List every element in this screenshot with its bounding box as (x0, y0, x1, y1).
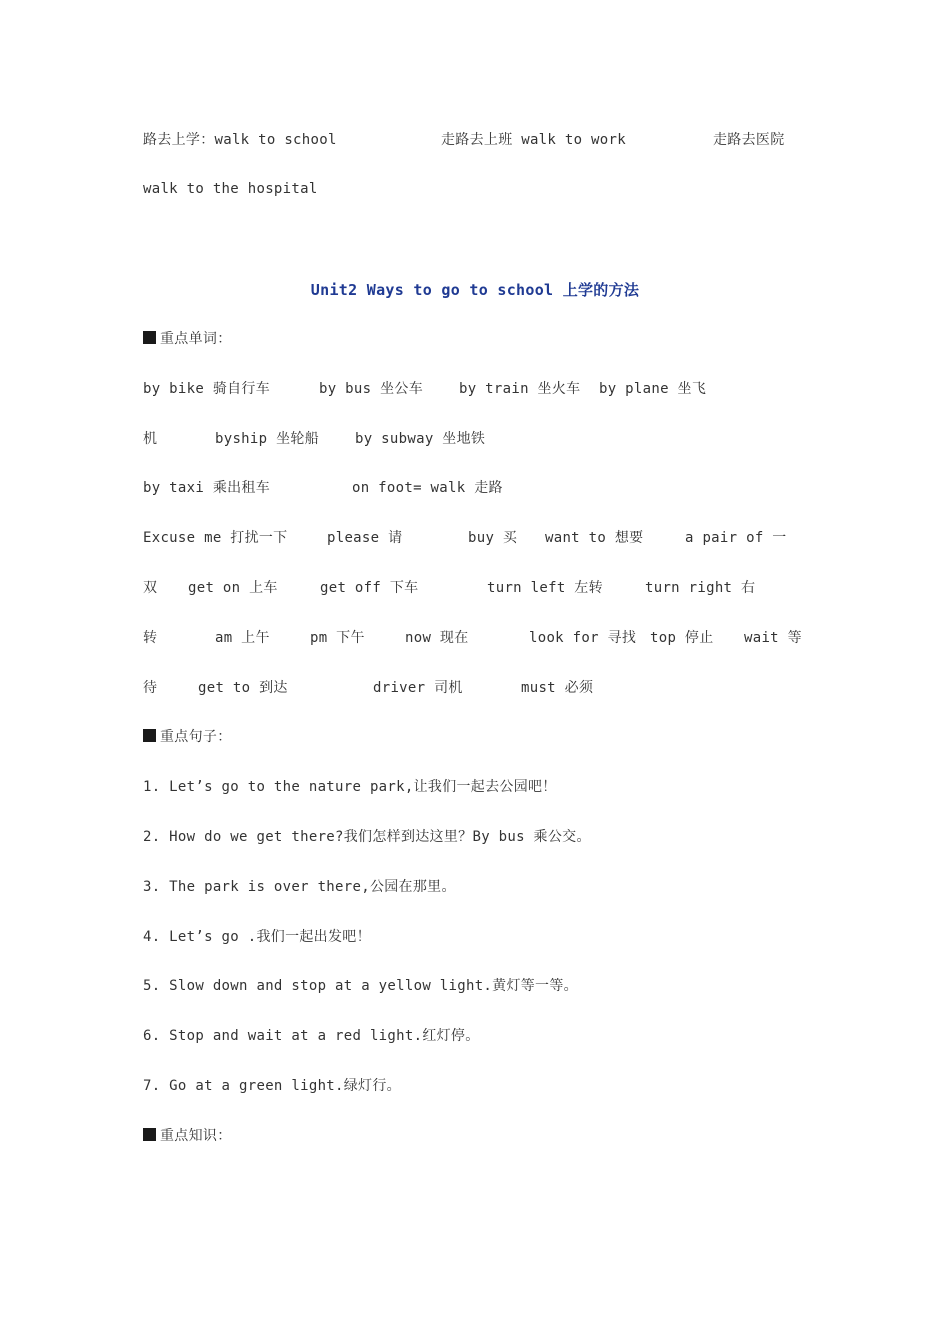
vocab-item: please 请 (327, 530, 403, 546)
sentence-item: 1. Let’s go to the nature park,让我们一起去公园吧！ (143, 779, 557, 795)
unit-title: Unit2 Ways to go to school 上学的方法 (310, 281, 640, 299)
intro-line-2 (143, 179, 830, 199)
walk-to-school-phrase: 路去上学：walk to school (143, 132, 337, 148)
sentences-heading-label: 重点句子： (160, 729, 232, 745)
vocab-item: 机 (143, 431, 158, 447)
knowledge-heading (143, 1126, 830, 1146)
vocab-item: driver 司机 (373, 680, 463, 696)
vocab-item: turn right 右 (645, 580, 756, 596)
vocab-item: by bike 骑自行车 (143, 381, 271, 397)
vocab-item: 转 (143, 630, 158, 646)
vocab-item: turn left 左转 (487, 580, 603, 596)
knowledge-heading-label: 重点知识： (160, 1128, 232, 1144)
vocab-item: 待 (143, 680, 158, 696)
sentence-item: 4. Let’s go .我们一起出发吧！ (143, 929, 371, 945)
vocab-item: wait 等 (744, 630, 802, 646)
vocab-item: must 必须 (521, 680, 594, 696)
walk-to-the-hospital-text: walk to the hospital (143, 181, 318, 197)
vocab-item: look for 寻找 (529, 630, 637, 646)
vocab-item: by plane 坐飞 (599, 381, 707, 397)
sentence-item: 5. Slow down and stop at a yellow light.黄灯等一等。 (143, 978, 578, 994)
sentence-item: 3. The park is over there,公园在那里。 (143, 879, 456, 895)
vocab-item: top 停止 (650, 630, 714, 646)
vocab-row (143, 478, 830, 498)
vocab-row (143, 379, 830, 399)
vocab-item: buy 买 (468, 530, 518, 546)
walk-to-work-phrase: 走路去上班 walk to work (441, 132, 626, 148)
vocab-item: on foot= walk 走路 (352, 480, 503, 496)
vocab-row (143, 628, 830, 648)
vocab-item: 双 (143, 580, 158, 596)
vocab-item: get to 到达 (198, 680, 288, 696)
vocab-item: a pair of 一 (685, 530, 787, 546)
vocab-row (143, 578, 830, 598)
intro-line-1 (143, 130, 830, 150)
sentence-item: 7. Go at a green light.绿灯行。 (143, 1078, 401, 1094)
vocab-item: byship 坐轮船 (215, 431, 320, 447)
vocab-row (143, 678, 830, 698)
vocab-item: am 上午 (215, 630, 270, 646)
vocab-item: want to 想要 (545, 530, 644, 546)
vocab-row (143, 429, 830, 449)
black-square-bullet-icon (143, 1128, 156, 1141)
vocab-item: by train 坐火车 (459, 381, 581, 397)
vocab-heading (143, 329, 830, 349)
vocab-item: get on 上车 (188, 580, 278, 596)
sentence-item: 6. Stop and wait at a red light.红灯停。 (143, 1028, 480, 1044)
vocab-item: pm 下午 (310, 630, 365, 646)
black-square-bullet-icon (143, 729, 156, 742)
vocab-item: now 现在 (405, 630, 469, 646)
sentences-heading (143, 727, 830, 747)
vocab-item: Excuse me 打扰一下 (143, 530, 288, 546)
black-square-bullet-icon (143, 331, 156, 344)
walk-to-hospital-phrase: 走路去医院 (713, 132, 785, 148)
vocab-heading-label: 重点单词： (160, 331, 232, 347)
vocab-row (143, 528, 830, 548)
vocab-item: by bus 坐公车 (319, 381, 424, 397)
sentence-item: 2. How do we get there?我们怎样到达这里？By bus 乘公交。 (143, 829, 591, 845)
vocab-item: by subway 坐地铁 (355, 431, 486, 447)
vocab-item: get off 下车 (320, 580, 419, 596)
vocab-item: by taxi 乘出租车 (143, 480, 271, 496)
